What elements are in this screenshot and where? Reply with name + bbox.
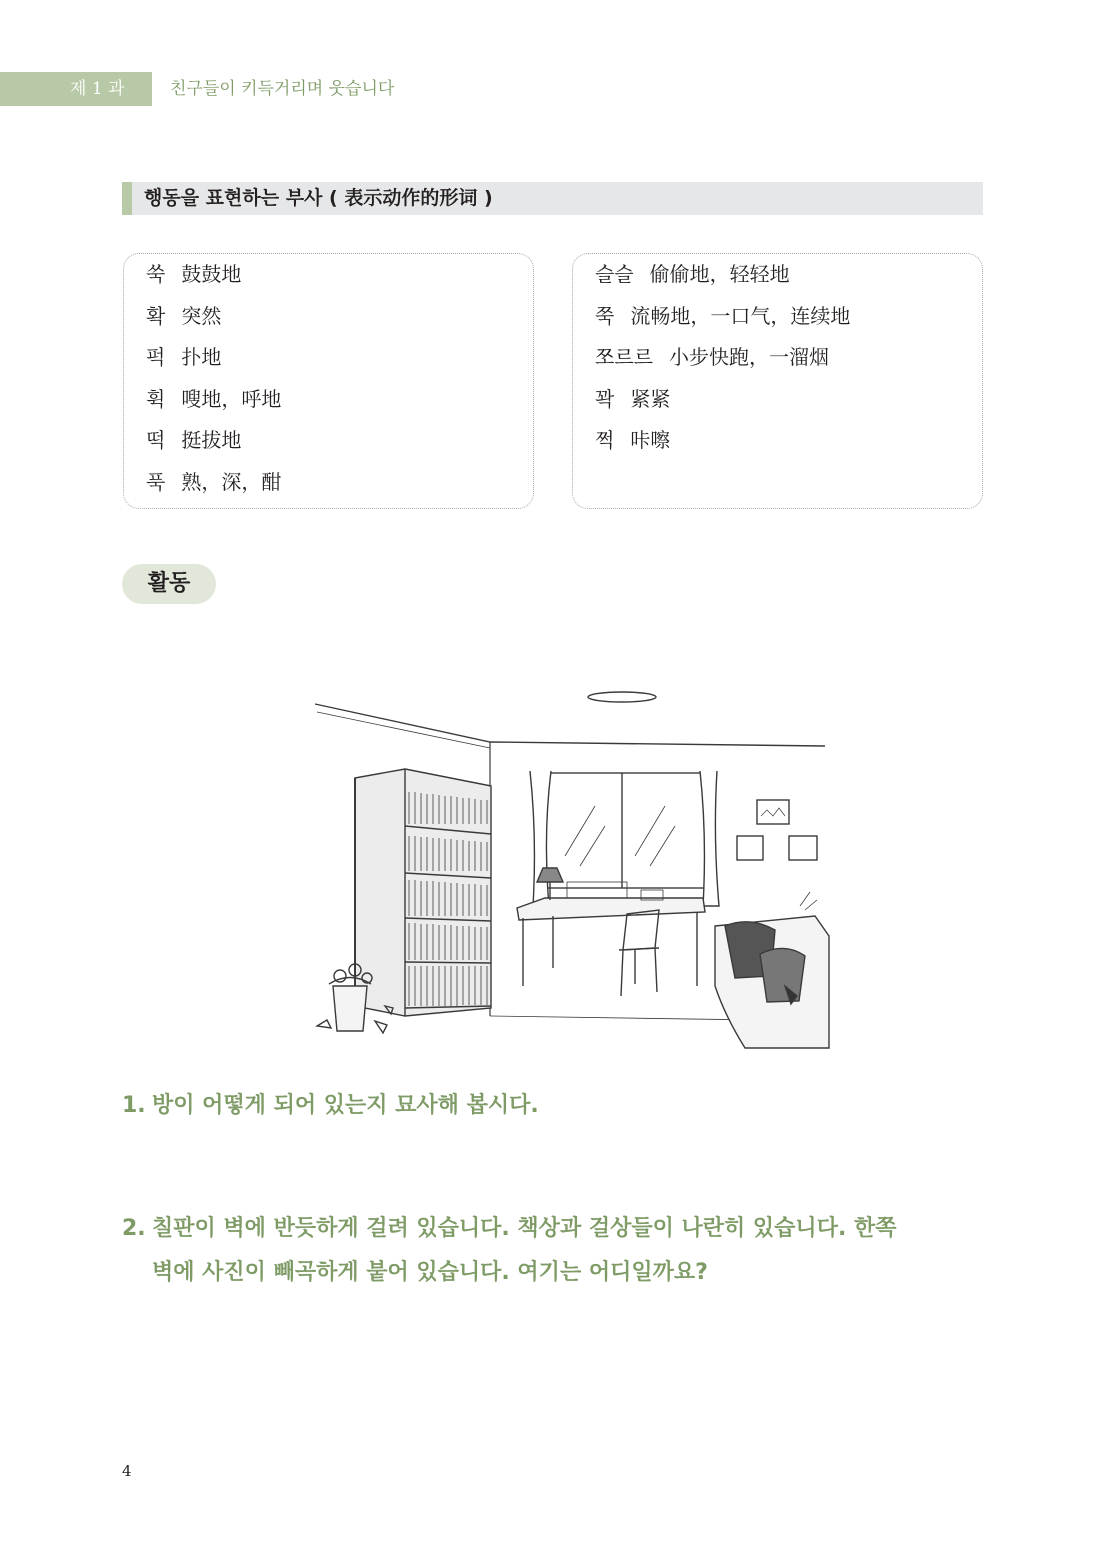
section-title: 행동을 표현하는 부사 ( 表示动作的形词 ) [144, 187, 493, 209]
question-number: 1. [122, 1093, 146, 1118]
vocab-korean: 휙 [146, 387, 166, 411]
bookshelf [355, 769, 491, 1016]
vocab-korean: 확 [146, 304, 166, 328]
vocab-item [595, 425, 670, 455]
vocab-chinese: 紧紧 [630, 387, 671, 411]
wall-frames [737, 800, 817, 860]
vocab-item [595, 301, 850, 331]
vocab-item [595, 384, 670, 414]
activity-label: 활동 [147, 571, 191, 596]
ceiling-line [315, 704, 825, 746]
vocab-korean: 쪼르르 [595, 345, 653, 369]
vocab-box-right [572, 253, 983, 509]
vocab-korean: 쑥 [146, 262, 166, 286]
question-text: 방이 어떻게 되어 있는지 묘사해 봅시다. [152, 1093, 539, 1118]
lesson-title: 친구들이 키득거리며 웃습니다 [170, 79, 395, 99]
vocab-korean: 쭉 [595, 304, 615, 328]
vocab-korean: 떡 [146, 428, 166, 452]
question-number: 2. [122, 1216, 146, 1241]
vocab-item [146, 425, 241, 455]
vocab-korean: 쩍 [595, 428, 615, 452]
vocab-korean: 꽉 [595, 387, 615, 411]
vocab-chinese: 熟，深，酣 [181, 470, 282, 494]
vocab-chinese: 鼓鼓地 [181, 262, 242, 286]
vocab-item [595, 259, 790, 289]
question-text-continued: 벽에 사진이 빼곡하게 붙어 있습니다. 여기는 어디일까요? [152, 1260, 708, 1285]
bed-with-clothes [715, 892, 829, 1048]
vocab-chinese: 扑地 [181, 345, 222, 369]
vocab-item [595, 342, 829, 372]
page-number: 4 [122, 1462, 132, 1480]
section-heading-bar [122, 182, 983, 215]
vocab-chinese: 突然 [181, 304, 222, 328]
vocab-korean: 슬슬 [595, 262, 634, 286]
vocab-chinese: 嗖地，呼地 [181, 387, 282, 411]
vocab-item [146, 259, 241, 289]
question-1 [122, 1084, 539, 1128]
lesson-tag: 제 1 과 [0, 72, 152, 106]
vocab-chinese: 偷偷地，轻轻地 [649, 262, 790, 286]
vocab-korean: 푹 [146, 470, 166, 494]
vocab-box-left [123, 253, 534, 509]
vocab-item [146, 467, 281, 497]
vocab-chinese: 挺拔地 [181, 428, 242, 452]
question-text: 칠판이 벽에 반듯하게 걸려 있습니다. 책상과 걸상들이 나란히 있습니다. 한쪽 [152, 1216, 897, 1241]
vocab-item [146, 384, 281, 414]
vocab-chinese: 咔嚓 [630, 428, 671, 452]
vocab-korean: 퍽 [146, 345, 166, 369]
question-2 [122, 1207, 896, 1295]
window [530, 771, 719, 906]
activity-badge [122, 564, 216, 604]
vocab-chinese: 小步快跑，一溜烟 [668, 345, 829, 369]
vocab-item [146, 301, 221, 331]
messy-room-illustration [305, 686, 830, 1058]
vocab-item [146, 342, 221, 372]
chair [619, 910, 659, 996]
vocab-chinese: 流畅地，一口气，连续地 [630, 304, 851, 328]
ceiling-light [588, 692, 656, 702]
